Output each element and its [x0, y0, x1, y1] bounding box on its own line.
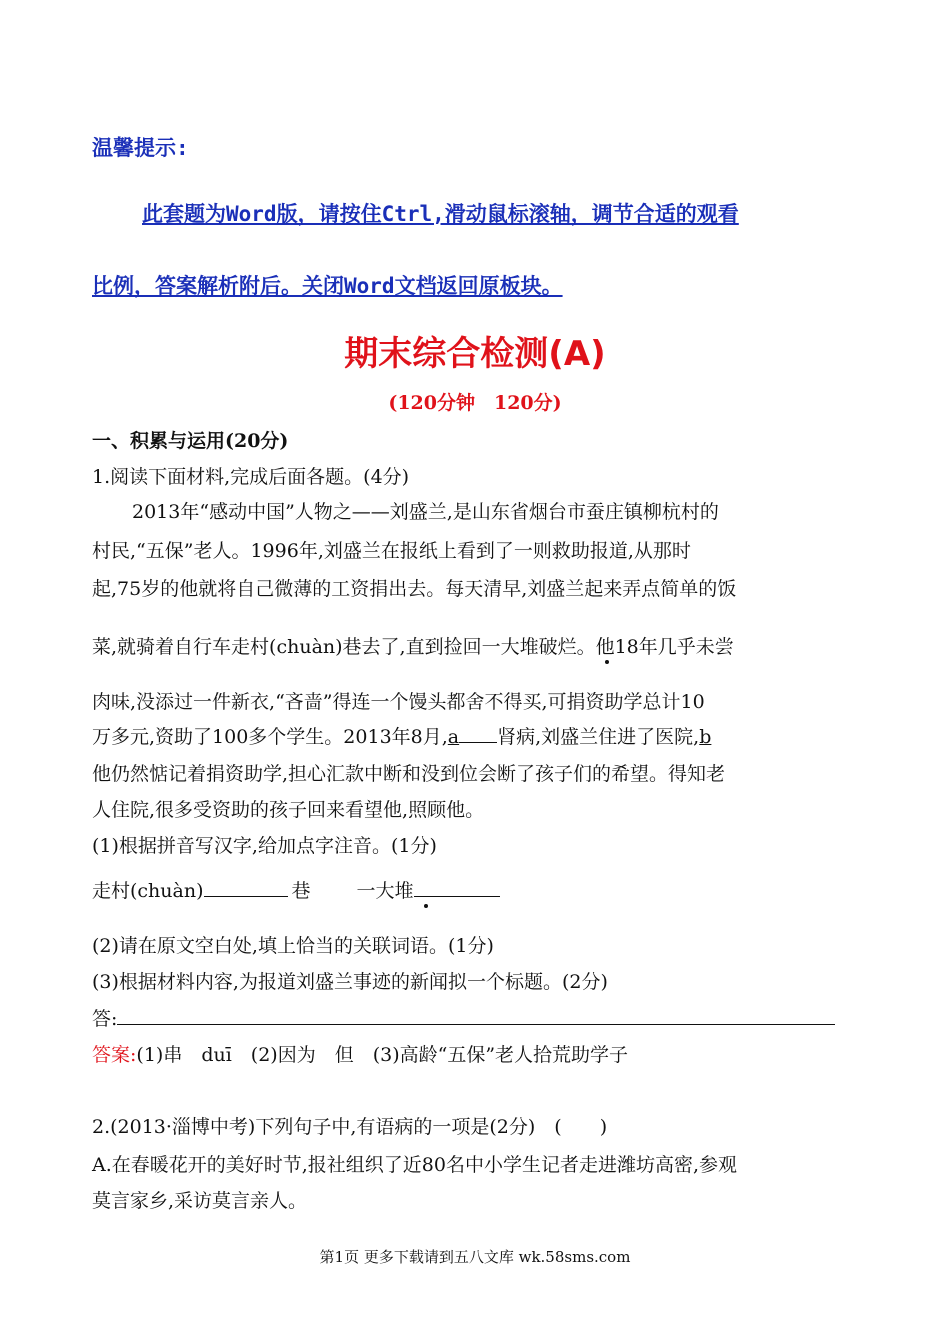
- answer-row: [92, 1004, 835, 1031]
- q1-para-line: 人住院,很多受资助的孩子回来看望他,照顾他。: [92, 799, 485, 821]
- tip-line-1: 此套题为Word版，请按住Ctrl,滑动鼠标滚轴，调节合适的观看: [142, 202, 739, 226]
- page-subtitle: (120分钟 120分): [388, 392, 562, 414]
- q1-para-line: 村民,“五保”老人。1996年,刘盛兰在报纸上看到了一则救助报道,从那时: [92, 540, 691, 562]
- q1-para-text: 肾病,刘盛兰住进了医院,: [497, 726, 700, 748]
- answer-blank[interactable]: [204, 878, 288, 897]
- q1-sub3: (3)根据材料内容,为报道刘盛兰事迹的新闻拟一个标题。(2分): [92, 971, 608, 993]
- q1-para-line: 他仍然惦记着捐资助学,担心汇款中断和没到位会断了孩子们的希望。得知老: [92, 763, 726, 785]
- q2-option-a-cont: 莫言家乡,采访莫言亲人。: [92, 1190, 308, 1212]
- section-heading: 一、积累与运用(20分): [92, 430, 289, 452]
- answer-label: 答案:: [92, 1044, 137, 1066]
- q1-fill-row: [92, 876, 500, 903]
- tip-line-2: 比例，答案解析附后。关闭Word文档返回原板块。: [92, 274, 563, 298]
- blank-line: [459, 724, 497, 743]
- tip-heading: 温馨提示:: [92, 136, 189, 160]
- q1-para-line: [92, 722, 711, 749]
- emphasis-dot: [605, 660, 609, 664]
- q1-sub1: (1)根据拼音写汉字,给加点字注音。(1分): [92, 835, 437, 857]
- q1-para-text: 万多元,资助了100多个学生。2013年8月,: [92, 726, 448, 748]
- q1-para-line: 菜,就骑着自行车走村(chuàn)巷去了,直到捡回一大堆破烂。他18年几乎未尝: [92, 636, 734, 658]
- q1-para-line: 起,75岁的他就将自己微薄的工资捐出去。每天清早,刘盛兰起来弄点简单的饭: [92, 578, 737, 600]
- q1-para-line: 肉味,没添过一件新衣,“吝啬”得连一个馒头都舍不得买,可捐资助学总计10: [92, 691, 705, 713]
- answer-text: (1)串 duī (2)因为 但 (3)高龄“五保”老人拾荒助学子: [136, 1044, 629, 1066]
- fill-label: 走村(chuàn): [92, 880, 204, 902]
- emphasis-dot: [424, 904, 428, 908]
- fill-label: 一大堆: [356, 880, 414, 902]
- answer-blank[interactable]: [414, 878, 500, 897]
- blank-marker-b: b: [699, 726, 712, 748]
- page-footer: 第1页 更多下载请到五八文库 wk.58sms.com: [319, 1248, 631, 1266]
- answer-key: [92, 1040, 628, 1067]
- q2-stem: 2.(2013·淄博中考)下列句子中,有语病的一项是(2分) ( ): [92, 1116, 608, 1138]
- answer-prompt: 答:: [92, 1008, 118, 1030]
- q1-stem: 1.阅读下面材料,完成后面各题。(4分): [92, 466, 410, 488]
- q1-para-line: 2013年“感动中国”人物之——刘盛兰,是山东省烟台市蚕庄镇柳杭村的: [132, 501, 719, 523]
- q1-sub2: (2)请在原文空白处,填上恰当的关联词语。(1分): [92, 935, 494, 957]
- page-title: 期末综合检测(A): [344, 334, 606, 374]
- q2-option-a: A.在春暖花开的美好时节,报社组织了近80名中小学生记者走进潍坊高密,参观: [92, 1154, 738, 1176]
- fill-label: 巷: [291, 880, 311, 902]
- blank-marker-a: a: [447, 726, 460, 748]
- answer-line[interactable]: [117, 1006, 835, 1025]
